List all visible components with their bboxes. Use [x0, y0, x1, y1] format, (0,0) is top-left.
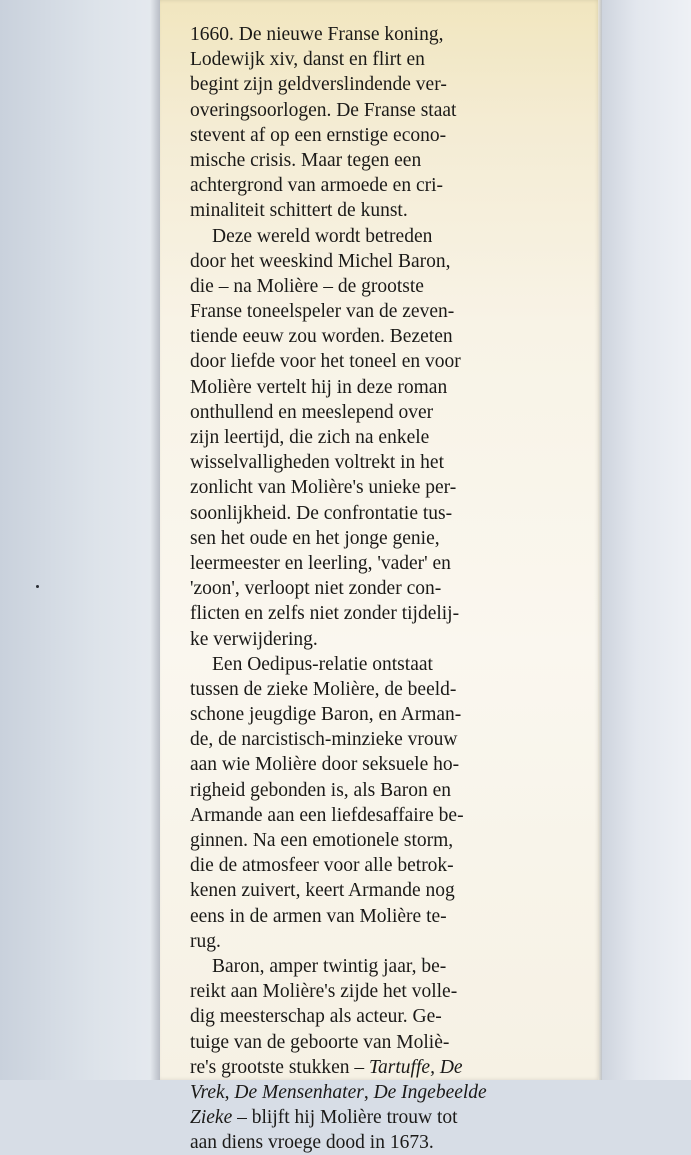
title-tartuffe: Tartuffe: [369, 1056, 431, 1078]
text-line: Baron, amper twintig jaar, be-: [212, 955, 447, 977]
text-line: door het weeskind Michel Baron,: [190, 250, 451, 272]
text-line: Deze wereld wordt betreden: [212, 225, 433, 247]
paragraph-2: [190, 224, 590, 652]
text-line: ginnen. Na een emotionele storm,: [190, 830, 454, 851]
desk-background-left: [0, 0, 160, 1080]
paragraph-4: [190, 954, 590, 1155]
text-line: [190, 1105, 590, 1130]
title-de-mensenhater: De Mensenhater: [234, 1081, 364, 1103]
text-run: re's grootste stukken –: [190, 1056, 365, 1078]
text-line: de, de narcistisch-minzieke vrouw: [190, 729, 458, 751]
text-line: zonlicht van Molière's unieke per-: [190, 477, 457, 499]
blurb-text: [190, 22, 590, 1155]
text-line: Lodewijk xiv, danst en flirt en: [190, 49, 425, 71]
text-line: mische crisis. Maar tegen een: [190, 149, 422, 171]
text-line: die – na Molière – de grootste: [190, 275, 424, 297]
text-line: Franse toneelspeler van de zeven-: [190, 301, 455, 323]
dust-speck: [36, 585, 39, 588]
text-line: ke verwijdering.: [190, 628, 318, 650]
text-line: zijn leertijd, die zich na enkele: [190, 427, 430, 448]
text-line: [190, 1055, 590, 1080]
text-line: kenen zuivert, keert Armande nog: [190, 880, 455, 902]
book-back-cover-page: [160, 0, 600, 1154]
text-line: Een Oedipus-relatie ontstaat: [212, 653, 433, 675]
text-line: righeid gebonden is, als Baron en: [190, 779, 452, 801]
text-line: Molière vertelt hij in deze roman: [190, 376, 448, 398]
text-line: stevent af op een ernstige econo-: [190, 124, 447, 146]
text-line: achtergrond van armoede en cri-: [190, 175, 444, 197]
title-separator: ,: [363, 1081, 374, 1103]
text-line: rug.: [190, 930, 221, 952]
text-line: onthullend en meeslepend over: [190, 401, 434, 423]
text-line: door liefde voor het toneel en voor: [190, 351, 461, 373]
page-edge: [598, 0, 602, 1080]
text-line: wisselvalligheden voltrekt in het: [190, 452, 444, 474]
text-line: aan wie Molière door seksuele ho-: [190, 754, 460, 776]
text-line: dig meesterschap als acteur. Ge-: [190, 1006, 442, 1028]
title-de-ingebeelde-zieke-part2: Zieke: [190, 1107, 233, 1129]
paragraph-3: [190, 652, 590, 954]
title-de-ingebeelde-zieke-part1: De Ingebeelde: [373, 1081, 487, 1103]
text-line: 'zoon', verloopt niet zonder con-: [190, 578, 442, 600]
text-line: sen het oude en het jonge genie,: [190, 527, 440, 549]
text-line: soonlijkheid. De confrontatie tus-: [190, 502, 453, 524]
text-line: flicten en zelfs niet zonder tijdelij-: [190, 603, 460, 625]
title-separator: ,: [224, 1081, 235, 1103]
text-line: reikt aan Molière's zijde het volle-: [190, 981, 458, 1003]
text-line: overingsoorlogen. De Franse staat: [190, 99, 457, 121]
text-line: aan diens vroege dood in 1673.: [190, 1132, 434, 1154]
text-line: eens in de armen van Molière te-: [190, 905, 447, 927]
text-line: [190, 1080, 590, 1105]
text-line: Armande aan een liefdesaffaire be-: [190, 804, 464, 826]
paragraph-1: [190, 22, 590, 224]
text-line: 1660. De nieuwe Franse koning,: [190, 24, 444, 45]
title-de-vrek-part2: Vrek: [190, 1081, 225, 1103]
text-line: leermeester en leerling, 'vader' en: [190, 552, 451, 574]
text-line: die de atmosfeer voor alle betrok-: [190, 855, 454, 877]
text-line: begint zijn geldverslindende ver-: [190, 74, 447, 96]
text-run: – blijft hij Molière trouw tot: [237, 1107, 458, 1129]
title-de-vrek-part1: De: [439, 1056, 463, 1078]
desk-background-right: [600, 0, 691, 1080]
title-separator: ,: [430, 1056, 440, 1078]
text-line: tussen de zieke Molière, de beeld-: [190, 678, 457, 700]
text-line: tuige van de geboorte van Moliè-: [190, 1031, 450, 1053]
text-line: schone jeugdige Baron, en Arman-: [190, 704, 462, 726]
text-line: tiende eeuw zou worden. Bezeten: [190, 326, 453, 348]
text-line: minaliteit schittert de kunst.: [190, 200, 408, 222]
